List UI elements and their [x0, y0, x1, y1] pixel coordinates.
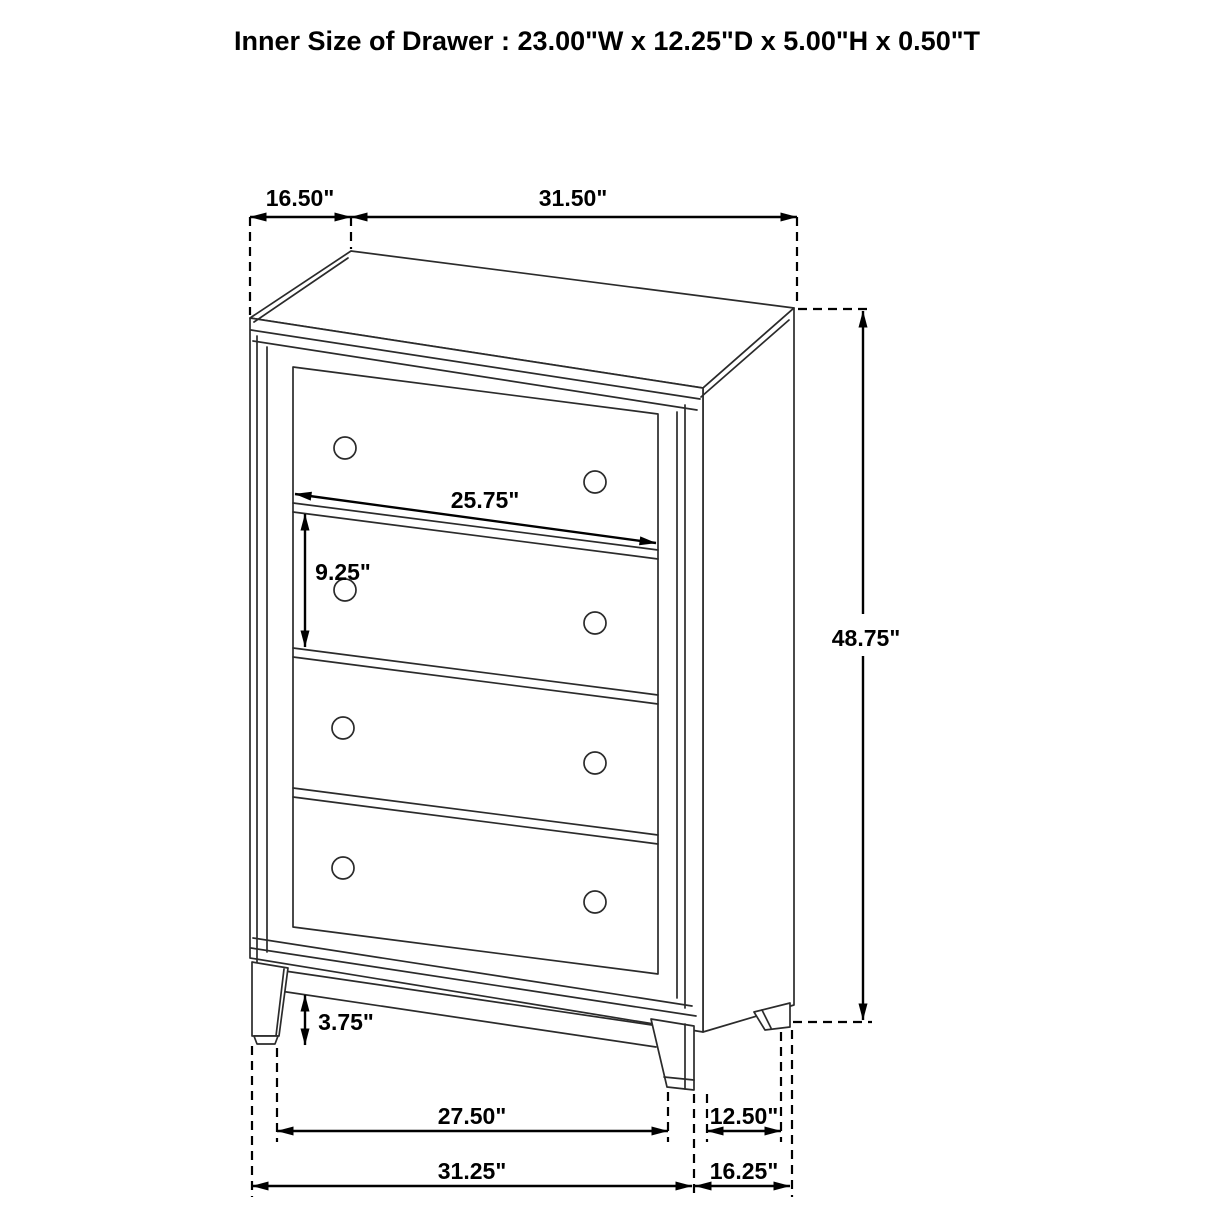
- drawer-4-knob-right: [584, 891, 606, 913]
- drawer-4-knob-left: [332, 857, 354, 879]
- front-left-leg: [252, 962, 288, 1044]
- drawer-3-knob-right: [584, 752, 606, 774]
- dim-label-top-depth: 16.50": [265, 185, 335, 211]
- drawer-3-knob-left: [332, 717, 354, 739]
- dim-label-front-leg-span: 27.50": [437, 1103, 507, 1129]
- chest-line-art: [250, 251, 794, 1090]
- drawer-1-knob-left: [334, 437, 356, 459]
- dim-label-top-width: 31.50": [538, 185, 608, 211]
- chest-side-face: [703, 308, 794, 1032]
- dim-label-drawer-front-height: 9.25": [315, 559, 371, 585]
- chest-front-face: [250, 318, 703, 1032]
- dim-label-overall-width: 31.25": [437, 1158, 507, 1184]
- dim-label-leg-height: 3.75": [318, 1009, 374, 1035]
- dim-label-overall-depth: 16.25": [709, 1158, 779, 1184]
- drawer-1-knob-right: [584, 471, 606, 493]
- dim-label-inner-drawer-width: 25.75": [450, 487, 520, 513]
- drawer-2-knob-right: [584, 612, 606, 634]
- dim-label-side-leg-span: 12.50": [709, 1103, 779, 1129]
- front-right-leg: [651, 1019, 694, 1090]
- diagram-title: Inner Size of Drawer : 23.00"W x 12.25"D x 5.00"H x 0.50"T: [233, 26, 981, 56]
- dim-label-overall-height: 48.75": [831, 625, 901, 651]
